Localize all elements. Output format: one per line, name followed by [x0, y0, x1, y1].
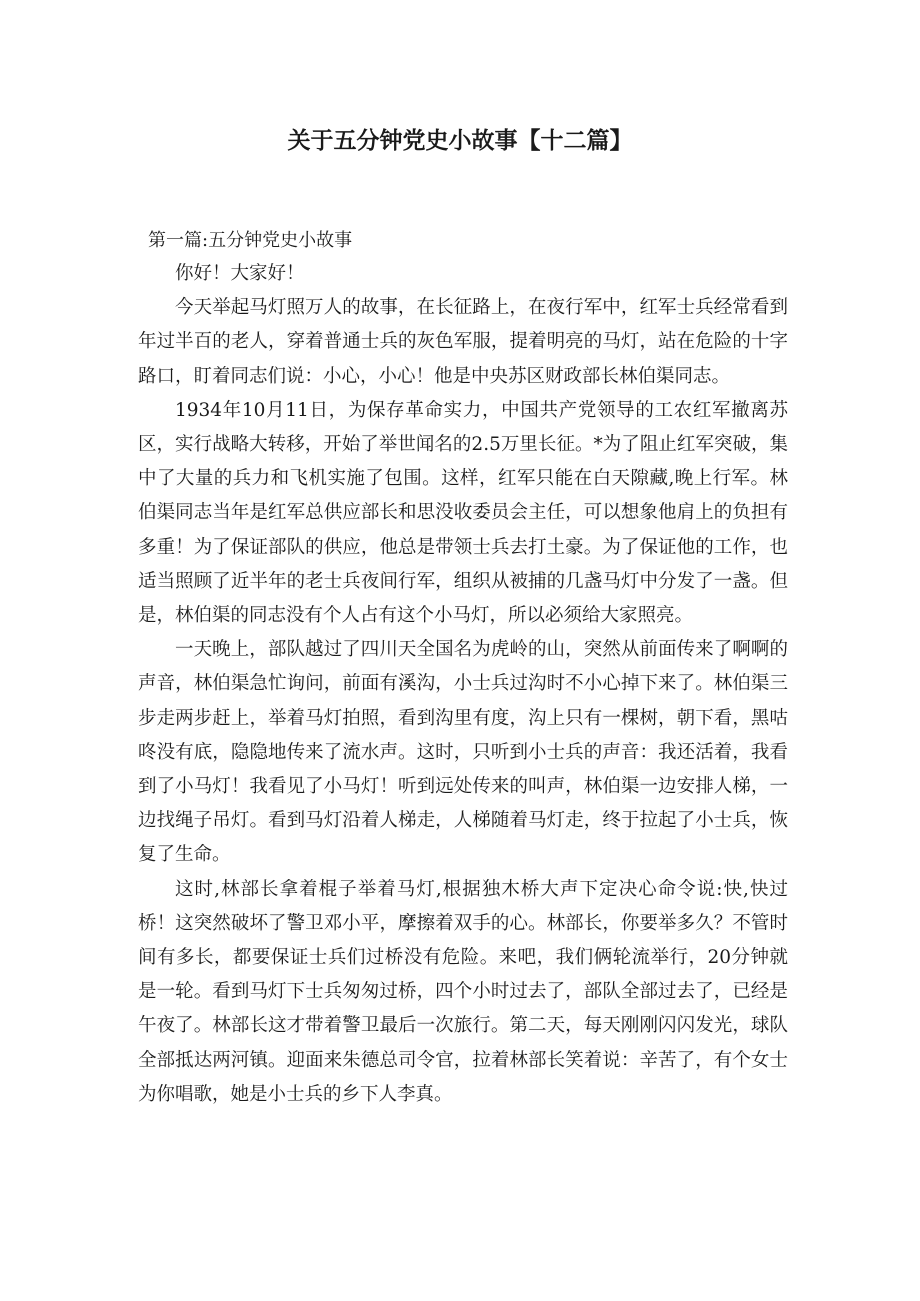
paragraph-greeting: 你好！大家好！	[175, 263, 305, 284]
document-title: 关于五分钟党史小故事【十二篇】	[287, 128, 633, 154]
paragraph-rescue: 一天晚上，部队越过了四川天全国名为虎岭的山，突然从前面传来了啊啊的声音，林伯渠急忙询问，前面有溪沟，小士兵过沟时不小心掉下来了。林伯渠三步走两步赶上，举着马灯拍照，看到沟里有度，沟上只有一棵树，朝下看，黑咕咚没有底，隐隐地传来了流水声。这时，只听到小士兵的声音：我还活着，我看到了小马灯！我看见了小马灯！听到远处传来的叫声，林伯渠一边安排人梯，一边找绳子吊灯。看到马灯沿着人梯走，人梯随着马灯走，终于拉起了小士兵，恢复了生命。	[138, 639, 788, 866]
paragraph-intro: 今天举起马灯照万人的故事，在长征路上，在夜行军中，红军士兵经常看到年过半百的老人，穿着普通士兵的灰色军服，提着明亮的马灯，站在危险的十字路口，盯着同志们说：小心，小心！他是中央苏区财政部长林伯渠同志。	[138, 297, 788, 387]
paragraph-bridge: 这时,林部长拿着棍子举着马灯,根据独木桥大声下定决心命令说:快,快过桥！这突然破坏了警卫邓小平，摩擦着双手的心。林部长，你要举多久？不管时间有多长，都要保证士兵们过桥没有危险。来吧，我们俩轮流举行，20分钟就是一轮。看到马灯下士兵匆匆过桥，四个小时过去了，部队全部过去了，已经是午夜了。林部长这才带着警卫最后一次旅行。第二天，每天刚刚闪闪发光，球队全部抵达两河镇。迎面来朱德总司令官，拉着林部长笑着说：辛苦了，有个女士为你唱歌，她是小士兵的乡下人李真。	[138, 878, 788, 1105]
paragraph-long-march: 1934年10月11日，为保存革命实力，中国共产党领导的工农红军撤离苏区，实行战略大转移，开始了举世闻名的2.5万里长征。*为了阻止红军突破，集中了大量的兵力和飞机实施了包围。这样，红军只能在白天隙藏,晚上行军。林伯渠同志当年是红军总供应部长和思没收委员会主任，可以想象他肩上的负担有多重！为了保证部队的供应，他总是带领士兵去打土豪。为了保证他的工作，也适当照顾了近半年的老士兵夜间行军，组织从被捕的几盏马灯中分发了一盏。但是，林伯渠的同志没有个人占有这个小马灯，所以必须给大家照亮。	[138, 399, 788, 627]
article-body	[138, 257, 788, 1112]
section-heading: 第一篇:五分钟党史小故事	[148, 230, 353, 251]
